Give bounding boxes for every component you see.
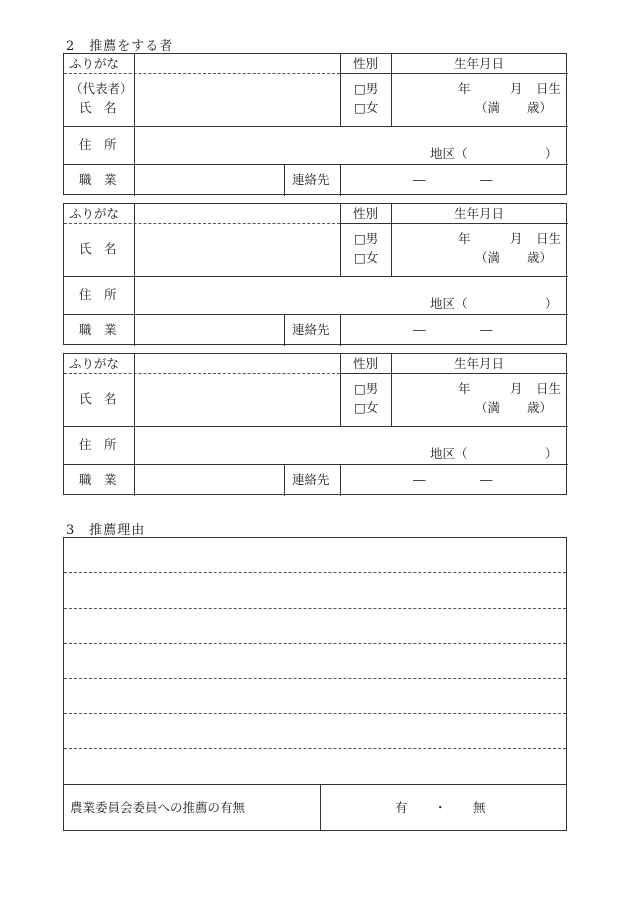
occupation-label: 職 業 [79,472,117,487]
age-close-label: 歳） [527,250,553,265]
contact-input[interactable] [341,315,568,346]
district-label: 地区（ [430,146,468,161]
address-label: 住 所 [79,137,117,152]
name-input[interactable] [135,224,340,276]
occupation-input[interactable] [135,315,284,346]
furigana-input[interactable] [135,54,340,73]
month-label: 月 [510,381,523,396]
furigana-label: ふりがな [69,56,120,71]
gender-label: 性別 [353,206,379,221]
district-close: ） [545,296,558,311]
year-label: 年 [458,81,471,96]
contact-input[interactable] [341,165,568,196]
yes-option[interactable]: 有 [395,800,408,815]
no-option[interactable]: 無 [473,800,486,815]
contact-dash-2: ― [480,472,493,487]
age-open-label: （満 [475,250,501,265]
day-born-label: 日生 [536,81,562,96]
male-checkbox[interactable]: □男 [354,231,379,246]
gender-label: 性別 [353,56,379,71]
contact-input[interactable] [341,465,568,496]
occupation-input[interactable] [135,465,284,496]
contact-dash-2: ― [480,172,493,187]
contact-label: 連絡先 [292,322,330,337]
month-label: 月 [510,231,523,246]
age-open-label: （満 [475,400,501,415]
male-checkbox[interactable]: □男 [354,81,379,96]
name-input[interactable] [135,374,340,426]
female-checkbox[interactable]: □女 [354,250,379,265]
address-label: 住 所 [79,287,117,302]
contact-label: 連絡先 [292,472,330,487]
name-input[interactable] [135,74,340,126]
recommender-card-2 [63,203,567,345]
district-close: ） [545,446,558,461]
day-born-label: 日生 [536,231,562,246]
male-checkbox[interactable]: □男 [354,381,379,396]
name-label: 氏 名 [79,391,117,406]
furigana-input[interactable] [135,204,340,223]
district-label: 地区（ [430,446,468,461]
district-close: ） [545,146,558,161]
age-close-label: 歳） [527,100,553,115]
furigana-label: ふりがな [69,356,120,371]
section3-heading: 3 推薦理由 [66,523,146,538]
contact-dash-2: ― [480,322,493,337]
gender-label: 性別 [353,356,379,371]
contact-dash-1: ― [413,322,426,337]
dob-label: 生年月日 [454,206,505,221]
dob-label: 生年月日 [454,56,505,71]
address-label: 住 所 [79,437,117,452]
dob-label: 生年月日 [454,356,505,371]
furigana-input[interactable] [135,354,340,373]
name-label: 氏 名 [79,100,117,115]
contact-dash-1: ― [413,472,426,487]
female-checkbox[interactable]: □女 [354,100,379,115]
year-label: 年 [458,381,471,396]
district-label: 地区（ [430,296,468,311]
recommendation-reason-box [63,537,567,831]
option-separator: ・ [434,800,447,815]
recommender-card-1 [63,53,567,195]
recommender-card-3 [63,353,567,495]
age-open-label: （満 [475,100,501,115]
occupation-input[interactable] [135,165,284,196]
female-checkbox[interactable]: □女 [354,400,379,415]
contact-label: 連絡先 [292,172,330,187]
address-input[interactable] [135,277,568,314]
section2-heading: 2 推薦をする者 [66,39,174,54]
day-born-label: 日生 [536,381,562,396]
address-input[interactable] [135,427,568,464]
year-label: 年 [458,231,471,246]
contact-dash-1: ― [413,172,426,187]
representative-label: （代表者） [70,81,133,96]
occupation-label: 職 業 [79,172,117,187]
committee-question-label: 農業委員会委員への推薦の有無 [70,800,246,815]
month-label: 月 [510,81,523,96]
occupation-label: 職 業 [79,322,117,337]
age-close-label: 歳） [527,400,553,415]
name-label: 氏 名 [79,241,117,256]
address-input[interactable] [135,127,568,164]
furigana-label: ふりがな [69,206,120,221]
